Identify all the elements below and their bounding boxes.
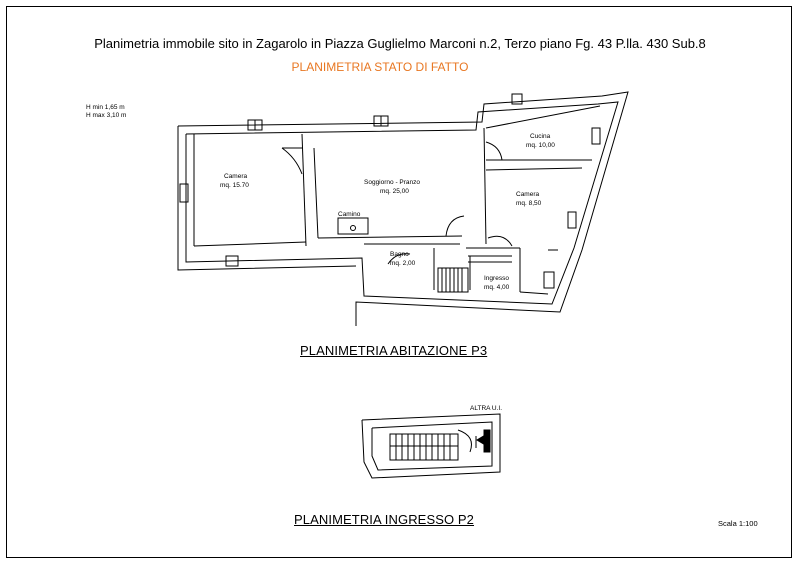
camino-label: Camino [338, 211, 361, 218]
caption-ingresso-p2: PLANIMETRIA INGRESSO P2 [294, 512, 475, 527]
room-camera-right-name: Camera [516, 191, 540, 198]
height-max-note: H max 3,10 m [86, 112, 127, 119]
altra-ui-label: ALTRA U.I. [470, 405, 503, 412]
room-bagno-area: mq. 2,00 [390, 260, 416, 267]
room-ingresso-area: mq. 4,00 [484, 284, 510, 291]
caption-abitazione-p3: PLANIMETRIA ABITAZIONE P3 [300, 343, 488, 358]
height-min-note: H min 1,65 m [86, 104, 125, 111]
room-soggiorno-area: mq. 25,00 [380, 188, 409, 195]
drawing-title: Planimetria immobile sito in Zagarolo in Piazza Guglielmo Marconi n.2, Terzo piano Fg. 43 P.lla. 430 Sub.8 [94, 36, 706, 51]
fireplace [338, 218, 368, 234]
room-camera-left-area: mq. 15.70 [220, 182, 249, 189]
drawing-subtitle: PLANIMETRIA STATO DI FATTO [291, 60, 469, 74]
outer-walls [178, 92, 628, 326]
room-soggiorno-name: Soggiorno - Pranzo [364, 179, 421, 186]
room-camera-left-name: Camera [224, 173, 248, 180]
room-cucina-name: Cucina [530, 133, 551, 140]
entrance-arrow [476, 434, 486, 446]
room-camera-right-area: mq. 8,50 [516, 200, 542, 207]
room-ingresso-name: Ingresso [484, 275, 509, 282]
entrance-plan-p2 [362, 414, 500, 478]
scale-label: Scala 1:100 [718, 519, 758, 528]
room-bagno-name: Bagno [390, 251, 409, 258]
room-cucina-area: mq. 10,00 [526, 142, 555, 149]
